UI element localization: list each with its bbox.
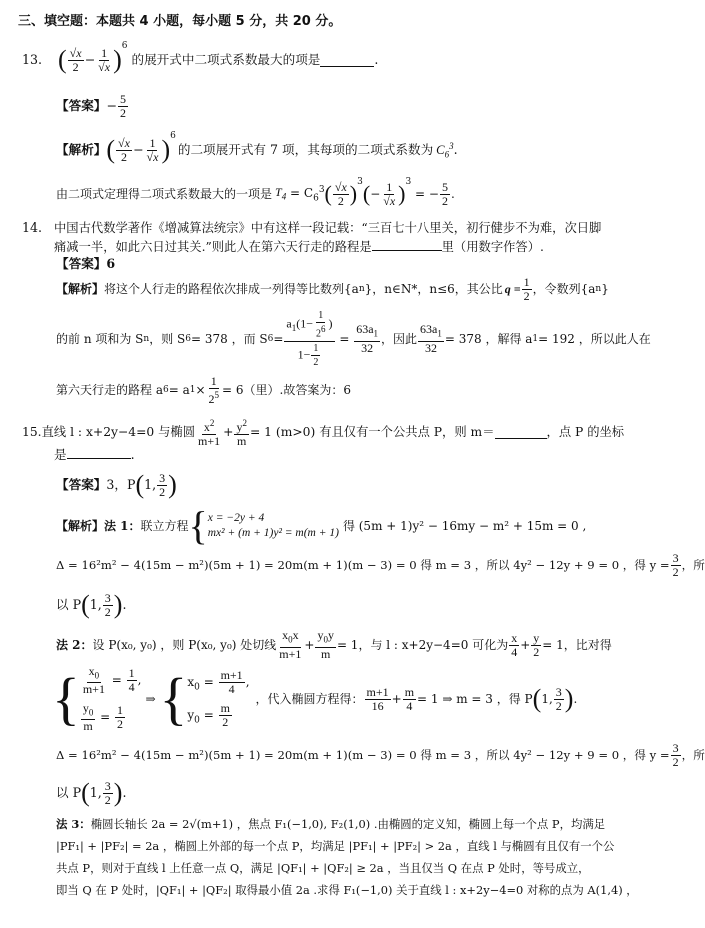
q15-m2a: 设 P(x₀, y₀) ，则 P(x₀, y₀) 处切线	[92, 638, 277, 652]
q15-m2f-text: Δ = 16²m² − 4(15m − m²)(5m + 1) = 20m(m + 1)(m − 3) = 0 得 m = 3 ，所以 4y² − 12y + 9 = 0 ，得 y =	[56, 748, 670, 762]
q14-line1: 中国古代数学著作《增减算法统宗》中有这样一段记载：“三百七十八里关，初行健步不为难，次日脚	[54, 221, 602, 235]
q13-analysis: 【解析】 ( $\frac{√x}{2}$ − $\frac{1}{√x}$ ) $^6$ 的二项展开式有 7 项，其每项的二项式系数为 $C_6^3$ .	[56, 131, 458, 164]
q13-stem: 的展开式中二项式系数最大的项是	[131, 52, 321, 67]
q14-a1d: ，令数列{a	[532, 282, 596, 296]
q13-analysis-label: 【解析】	[56, 142, 107, 157]
q15-m2e: = 1 ⇒ m = 3 ，得 P	[417, 692, 533, 706]
q14-line2	[54, 238, 544, 255]
q15-m1c: Δ = 16²m² − 4(15m − m²)(5m + 1) = 20m(m + 1)(m − 3) = 0 得 m = 3 ，所以 4y² − 12y + 9 = 0 ，得 y = $\frac{3}{2}$ ，所	[56, 550, 705, 579]
q15-answer: 【答案】 3，P ( 1, $\frac{3}{2}$ )	[56, 470, 177, 499]
q13-c-sub: 6	[444, 149, 450, 160]
q15-line1: 15. 直线 l : x+2y−4=0 与椭圆 $\frac{x^2}{m+1}$ + $\frac{y^2}{m}$ = 1 (m>0) 有且仅有一个公共点 P，则 m＝ ，点 P 的坐标	[22, 417, 625, 448]
q15-m3d: 即当 Q 在 P 处时，|QF₁| + |QF₂| 取得最小值 2a .求得 F₁(−1,0) 关于直线 l : x+2y−4=0 对称的点为 A(1,4) ，	[56, 883, 638, 897]
q13-stem-end: .	[374, 52, 379, 67]
q15-m2g-text: 以 P	[56, 785, 82, 800]
q13-c: C	[436, 142, 445, 157]
q15-l1a: 直线 l : x+2y−4=0 与椭圆	[41, 425, 196, 439]
q15-m2-system: { $\frac{x_0}{m+1}$ = $\frac{1}{4}$ , $\frac{y_0}{m}$ = $\frac{1}{2}$ ⇒ { $x_0$ = $\frac{m+1}{4}$ , $y_0$ = $\frac{m}{2}$ ，代入椭圆方程得： $\frac{m+1}{16}$ + $\frac{m}{4}$ = 1 ⇒ m = 3 ，得 P ( 1, $\frac{3}{2}$ ) .	[52, 663, 578, 734]
q15-answer-label: 【答案】	[56, 477, 107, 492]
q15-m3b: |PF₁| + |PF₂| = 2a ，椭圆上外部的每一个点 P，均满足 |PF₁| + |PF₂| > 2a ，直线 l 与椭圆有且仅有一个公	[56, 839, 615, 853]
q14-analysis-2: 的前 n 项和为 S n ，则 S 6 = 378 ，而 S 6 = $a_1(1-$ $\frac{1}{2^6}$ ) 1− $\frac{1}{2}$ = $\frac{63a_1}{32}$ ，因此 $\frac{63a_1}{32}$ = 378 ，解得 a 1 = 192 ，所以此人在	[56, 310, 651, 368]
q13-answer: 【答案】 − $\frac{5}{2}$	[56, 91, 126, 120]
q14-a2e: ，因此	[381, 332, 418, 346]
q15-method3-label: 法 3：	[56, 817, 91, 831]
q15-blank-2	[67, 446, 131, 459]
q15-m1d-text: 以 P	[56, 597, 82, 612]
q14-a3a: 第六天行走的路程 a	[56, 383, 163, 397]
q15-blank-1	[495, 426, 547, 439]
q15-number: 15.	[22, 425, 42, 439]
q15-method1: 【解析】法 1： 联立方程 { x = −2y + 4 mx² + (m + 1)y² = m(m + 1) 得 (5m + 1)y² − 16my − m² + 15m = 0 ,	[56, 503, 587, 548]
q14-a2d: =	[273, 332, 284, 346]
q14-a2g: = 192 ，所以此人在	[538, 332, 651, 346]
q14-a1c: q =	[504, 282, 521, 296]
q14-line2a: 痛减一半，如此六日过其关.”则此人在第六天行走的路程是	[54, 240, 372, 254]
q14-a1: 将这个人行走的路程依次排成一列得等比数列{a	[104, 282, 359, 296]
q15-m2c: = 1，比对得	[542, 638, 612, 652]
q13-c-sup: 3	[449, 140, 454, 151]
q15-l2end: .	[130, 447, 135, 462]
q15-m1sys2: mx² + (m + 1)y² = m(m + 1)	[207, 527, 339, 539]
q15-l2: 是	[54, 447, 67, 462]
q14-a2b: ，则 S	[149, 332, 186, 346]
q14-analysis-3: 第六天行走的路程 a 6 = a 1 × $\frac{1}{2^5}$ = 6（里）.故答案为：6	[56, 373, 352, 406]
q15-line2	[54, 446, 135, 463]
q15-m2d: ，代入椭圆方程得：	[255, 692, 364, 706]
q15-m2g: 以 P ( 1, $\frac{3}{2}$ ) .	[56, 778, 127, 807]
q13-answer-label: 【答案】	[56, 98, 107, 113]
q14-answer-label: 【答案】	[56, 256, 107, 271]
q15-m1sys1: x = −2y + 4	[207, 512, 265, 524]
q14-analysis-1: 【解析】 将这个人行走的路程依次排成一列得等比数列{a n }，n∈N*，n≤6，其公比 q = $\frac{1}{2}$ ，令数列{a n }	[56, 274, 609, 303]
q14-a2f: = 378 ，解得 a	[444, 332, 533, 346]
q15-m2f2: ，所	[681, 748, 705, 762]
q14-a1b: }，n∈N*，n≤6，其公比	[364, 282, 503, 296]
q15-answer-value: 3，P	[106, 477, 136, 492]
q15-m2f: Δ = 16²m² − 4(15m − m²)(5m + 1) = 20m(m + 1)(m − 3) = 0 得 m = 3 ，所以 4y² − 12y + 9 = 0 ，得 y = $\frac{3}{2}$ ，所	[56, 740, 705, 769]
q13-analysis-end: .	[453, 142, 458, 157]
q14-analysis-label: 【解析】	[56, 282, 105, 296]
q14-answer-value: 6	[106, 256, 116, 271]
q15-m3c: 共点 P，则对于直线 l 上任意一点 Q，满足 |QF₁| + |QF₂| ≥ 2a ，当且仅当 Q 在点 P 处时，等号成立，	[56, 861, 590, 875]
q13-conclusion-prefix: 由二项式定理得二项式系数最大的一项是	[56, 187, 273, 201]
q15-m3a: 椭圆长轴长 2a = 2√(m+1) ，焦点 F₁(−1,0), F₂(1,0) .由椭圆的定义知，椭圆上每一个点 P，均满足	[90, 817, 606, 831]
section-heading: 三、填空题：本题共 4 小题，每小题 5 分，共 20 分。	[18, 14, 342, 29]
q15-method3	[56, 816, 605, 832]
q13-analysis-text: 的二项展开式有 7 项，其每项的二项式系数为	[177, 142, 434, 157]
q14-a3b: = a	[168, 383, 190, 397]
q14-a2c: = 378 ，而 S	[190, 332, 268, 346]
q13-blank	[320, 54, 374, 67]
q13-conclusion: 由二项式定理得二项式系数最大的一项是 $T_4$ = $C_6^3$ ( $\frac{√x}{2}$ ) $^3$ ( − $\frac{1}{√x}$ ) $^3$ = − $\frac{5}{2}$ .	[56, 177, 455, 208]
q15-l1c: ，点 P 的坐标	[546, 425, 625, 439]
q14-answer	[56, 256, 115, 272]
q15-m1d: 以 P ( 1, $\frac{3}{2}$ ) .	[56, 590, 127, 619]
q15-m1a: 联立方程	[140, 519, 189, 533]
q14-a3c: ×	[195, 383, 206, 397]
q14-line2b: 里（用数字作答）.	[441, 240, 544, 254]
q13-t: T	[275, 184, 282, 199]
q14-blank	[372, 238, 442, 251]
q14-a2a: 的前 n 项和为 S	[56, 332, 144, 346]
q15-m1c-text: Δ = 16²m² − 4(15m − m²)(5m + 1) = 20m(m + 1)(m − 3) = 0 得 m = 3 ，所以 4y² − 12y + 9 = 0 ，得 y =	[56, 558, 670, 572]
q15-m2b: = 1，与 l : x+2y−4=0 可化为	[336, 638, 509, 652]
q13-number: 13.	[22, 52, 43, 67]
q15-method1-label: 【解析】法 1：	[56, 519, 141, 533]
q14-number: 14.	[22, 220, 43, 235]
q13-t-sub: 4	[281, 191, 287, 202]
q15-method2: 法 2： 设 P(x₀, y₀) ，则 P(x₀, y₀) 处切线 $\frac{x_0x}{m+1}$ + $\frac{y_0y}{m}$ = 1，与 l : x+2y−4=0 可化为 $\frac{x}{4}$ + $\frac{y}{2}$ = 1，比对得	[56, 628, 612, 661]
q14-a1e: }	[601, 282, 609, 296]
q15-m1b: 得 (5m + 1)y² − 16my − m² + 15m = 0 ,	[342, 519, 587, 533]
q15-m1c2: ，所	[681, 558, 705, 572]
q15-l1b: = 1 (m>0) 有且仅有一个公共点 P，则 m＝	[249, 425, 495, 439]
q15-method2-label: 法 2：	[56, 638, 93, 652]
q14-a3d: = 6（里）.故答案为：6	[222, 383, 352, 397]
q13-expression: ( $\frac{√x}{2}$ − $\frac{1}{√x}$ ) $^6$ 的展开式中二项式系数最大的项是 .	[58, 41, 379, 74]
